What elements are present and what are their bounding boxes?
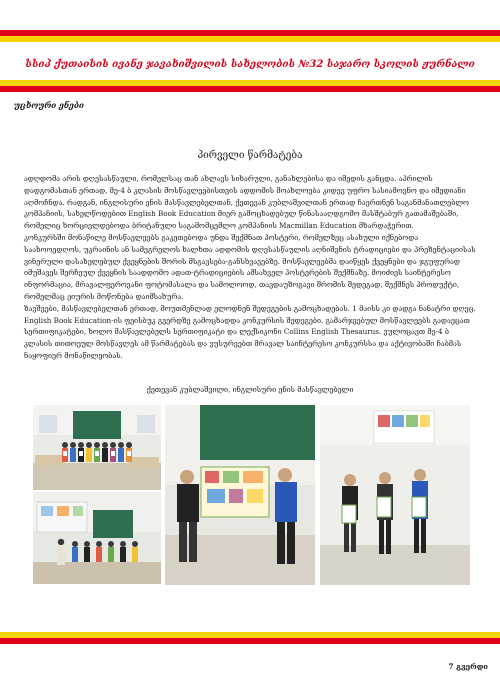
classroom-group-photo [33,405,161,490]
header-red-band [0,86,500,92]
top-yellow-band [0,36,500,42]
journal-banner: სსიპ ქუთაისის ივანე ჯავახიშვილის სახელობის №32 საჯარო სკოლის ჟურნალი [25,59,475,70]
author-signature: ქეთევან კუბლაშვილი, ინგლისური ენის მასწავლებელი [146,385,354,394]
bottom-red-band [0,638,500,644]
paragraph: ადღდომა არის დღესასწაული, რომელსაც თან ახლავს სიხარული, განახლებისა და იმედის განცდა. აპრილის დადგომასთან ერთად, მე-4 ბ კლასის მოსწავლეებისთვის ადდომის მოახლოება კიდევ უფრო სასიამოვნო და იმედიანი აღმოჩნდა. რადგან, ინგლისური ენის მასწავლებელთან, ქეთევან კუბლაშვილთან ერთად ჩაერთნენ საგანმანათლებლო კომპანიის, სახელწოდებით English Book Education მიერ გამოცხადებულ წინასააღდგომო მასშტაბურ გათამაშებაში, რომელიც ხორციელდებოდა ბრიტანული საგამომცემლო კომპანიის Macmillan Education მხარდაჭერით. [24,174,469,231]
paragraph: ზავშვები, მასწავლებელთან ერთად, მოუთმენლად ელოდნენ შედეგების გამოცხადებას. 1 მაისს კი დადგა ნანატრი დღეც. English Book Education-ის ფეისბუკ გვერდზე გამოცხადდა კონკურსის შედეგები. გამარჯვებულ მოსწავლეებს გადაეცათ სერთიფიკატები, ხოლო მასწავლებელს სერთიფიკატი და ლექსიკონი Collins English Thesaurus. ვულოცავთ მე-4 ბ კლასის თითოეულ მოსწავლეს ამ წარმატებას და ვუსურვებთ მრავალ საინტერესო კონკურსსა და აქტივობაში ჩაბმას ნაყოფიერ მონაწილეობას. [24,303,476,360]
students-with-poster-photo [165,405,315,585]
paragraph: კონკურსში მონაწილე მოსწავლეებს გაკეთებოდა უნდა შექმნათ პოსტერი, რომელზეც ასახული იქნებოდა საახოოედღოს, უკრაინის ან სამეგრელოს ხალხთა ადდომის დღესასწაულის აღნიშვნის ტრადიციები და პრეზენტაციისას ვინერული დასახელებულ ქვეყნების შორის მსგავსება-განსხვავებზე. მოსწავლეებმა დაიწყეს ქვეყნები და ჯგუფურად იმუშავეს შერჩეულ ქვეყნის საადდომო ადათ-ტრადიციების ამსახველ პოსტერების შექმნაზე. მოიძიეს საინტერესო ინფორმაცია, მრავალფეროვანი ფოტომასალა და სამოლოოდ, თავდაუზოგავი შრომის შედეგად, შექმნეს პროდუქტი, რომელმაც ჟიურის მოწონება დაიმსახურა. [24,232,476,301]
article-title: პირველი წარმატება [197,150,303,161]
students-with-certificates-photo [320,405,470,585]
classroom-group-photo-2 [33,492,161,584]
page-number: 7 გვერდი [448,662,488,671]
section-label: უცხოური ენები [14,100,84,110]
article-body [24,173,476,362]
